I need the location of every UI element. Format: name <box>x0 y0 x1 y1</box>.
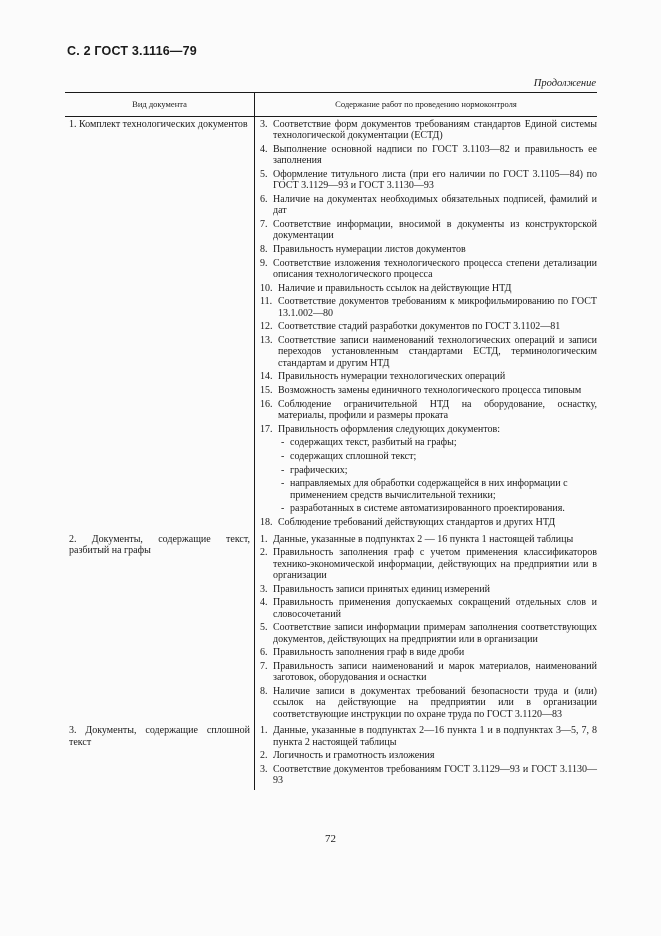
requirement-item <box>260 119 597 142</box>
item-number: 9. <box>260 257 268 269</box>
item-text: Соответствие документов требованиям ГОСТ 3.1129—93 и ГОСТ 3.1130—93 <box>273 763 597 787</box>
requirement-item <box>260 597 597 620</box>
item-text: Логичность и грамотность изложения <box>273 750 435 762</box>
requirement-item <box>260 584 597 595</box>
requirement-item <box>260 371 597 382</box>
requirement-item <box>260 725 597 748</box>
requirement-subitem <box>260 451 597 462</box>
item-text: Данные, указанные в подпунктах 2 — 16 пункта 1 настоящей таблицы <box>273 533 574 545</box>
table-row <box>65 723 597 790</box>
item-text: Соответствие документов требованиям к микрофильмированию по ГОСТ 13.1.002—80 <box>278 296 597 319</box>
requirement-item <box>260 399 597 422</box>
table-header-row <box>65 93 597 117</box>
requirement-subitem <box>260 478 597 501</box>
item-text: Правильность оформления следующих документов: <box>278 423 501 435</box>
item-number: 3. <box>260 763 268 775</box>
requirement-item <box>260 764 597 787</box>
item-number: 3. <box>260 119 268 130</box>
requirement-item <box>260 385 597 396</box>
item-number: 13. <box>260 334 273 346</box>
requirement-item <box>260 258 597 281</box>
requirement-item <box>260 283 597 294</box>
item-text: Данные, указанные в подпунктах 2—16 пункта 1 и в подпунктах 3—5, 7, 8 пункта 2 настоящей таблицы <box>273 725 597 748</box>
item-text: Правильность заполнения граф в виде дроби <box>273 647 465 659</box>
item-text: Соответствие стадий разработки документов по ГОСТ 3.1102—81 <box>278 321 561 333</box>
item-number: 4. <box>260 597 268 609</box>
requirement-item <box>260 547 597 581</box>
requirement-item <box>260 335 597 369</box>
item-text: разработанных в системе автоматизированного проектирования. <box>290 503 565 515</box>
table-row <box>65 117 597 532</box>
item-number: 17. <box>260 423 273 435</box>
item-text: Оформление титульного листа (при его наличии по ГОСТ 3.1105—84) по ГОСТ 3.1129—93 и ГОСТ 3.1130—93 <box>273 168 597 192</box>
item-number: 12. <box>260 321 273 333</box>
document-header: С. 2 ГОСТ 3.1116—79 <box>67 44 197 58</box>
item-text: Возможность замены единичного технологического процесса типовым <box>278 384 582 396</box>
item-text: Наличие на документах необходимых обязательных подписей, фамилий и дат <box>273 193 597 217</box>
item-text: Соответствие записи наименований технологических операций и записи переходов установленным стандартами ЕСТД, терминологическим стандартам и другим НТД <box>278 334 597 369</box>
item-number: 16. <box>260 398 273 410</box>
column-header-work-content: Содержание работ по проведению нормоконтроля <box>255 93 598 117</box>
requirement-item <box>260 534 597 545</box>
requirement-item <box>260 194 597 217</box>
item-text: Правильность записи наименований и марок материалов, наименований заготовок, оборудования и оснастки <box>273 661 597 684</box>
item-number: 4. <box>260 143 268 155</box>
item-text: Соответствие записи информации примерам заполнения соответствующих документов, действующих на предприятии или в организации <box>273 622 597 645</box>
requirement-item <box>260 686 597 720</box>
item-number: 2. <box>260 547 268 559</box>
item-text: Правильность применения допускаемых сокращений отдельных слов и словосочетаний <box>273 597 597 620</box>
table-body <box>65 117 597 790</box>
page-number: 72 <box>325 833 336 845</box>
requirement-item <box>260 321 597 332</box>
item-number: 10. <box>260 282 273 294</box>
item-number: 3. <box>260 583 268 595</box>
item-number: 5. <box>260 622 268 634</box>
item-number: 15. <box>260 384 273 396</box>
item-text: Правильность заполнения граф с учетом применения классификаторов технико-экономической информации, действующих на предприятии или в организации <box>273 547 597 581</box>
item-text: Правильность нумерации листов документов <box>273 243 466 255</box>
item-text: Соблюдение требований действующих стандартов и других НТД <box>278 517 556 529</box>
item-number: 7. <box>260 661 268 673</box>
item-number: 14. <box>260 371 273 383</box>
item-number: 18. <box>260 517 273 529</box>
requirement-subitem <box>260 437 597 448</box>
table-row <box>65 532 597 724</box>
item-number: 6. <box>260 647 268 659</box>
document-type-cell: 1. Комплект технологических документов <box>65 117 255 532</box>
requirement-item <box>260 144 597 167</box>
item-number: 11. <box>260 296 273 308</box>
subitem-dash: - <box>281 464 285 476</box>
item-number: 8. <box>260 243 268 255</box>
item-number: 2. <box>260 750 268 762</box>
item-number: 1. <box>260 533 268 545</box>
item-number: 6. <box>260 193 268 205</box>
item-number: 1. <box>260 725 268 737</box>
item-text: содержащих текст, разбитый на графы; <box>290 437 457 449</box>
item-text: Соответствие изложения технологического процесса степени детализации описания технологического процесса <box>273 257 597 280</box>
item-number: 7. <box>260 218 268 230</box>
requirement-item <box>260 622 597 645</box>
requirement-item <box>260 219 597 242</box>
requirement-item <box>260 661 597 684</box>
item-text: Соответствие информации, вносимой в документы из конструкторской документации <box>273 218 597 242</box>
document-type-cell: 2. Документы, содержащие текст, разбитый на графы <box>65 532 255 724</box>
item-text: Соблюдение ограничительной НТД на оборудование, оснастку, материалы, профили и размеры проката <box>278 398 597 421</box>
subitem-dash: - <box>281 503 285 515</box>
requirement-item <box>260 517 597 528</box>
item-text: Соответствие форм документов требованиям стандартов Единой системы технологической документации (ЕСТД) <box>273 119 597 142</box>
item-text: Наличие и правильность ссылок на действующие НТД <box>278 282 512 294</box>
requirement-subitem <box>260 465 597 476</box>
item-text: Правильность нумерации технологических операций <box>278 371 506 383</box>
item-number: 8. <box>260 686 268 697</box>
subitem-dash: - <box>281 450 285 462</box>
item-text: Правильность записи принятых единиц измерений <box>273 583 490 595</box>
requirement-item <box>260 296 597 319</box>
requirement-item <box>260 424 597 435</box>
requirement-item <box>260 750 597 761</box>
item-text: Выполнение основной надписи по ГОСТ 3.1103—82 и правильность ее заполнения <box>273 143 597 167</box>
document-type-cell: 3. Документы, содержащие сплошной текст <box>65 723 255 790</box>
item-text: содержащих сплошной текст; <box>290 450 417 462</box>
requirements-cell <box>255 117 598 532</box>
requirement-subitem <box>260 503 597 514</box>
requirement-item <box>260 169 597 192</box>
requirements-cell <box>255 532 598 724</box>
normcontrol-table <box>65 92 597 790</box>
requirement-item <box>260 647 597 658</box>
subitem-dash: - <box>281 437 285 449</box>
item-text: Наличие записи в документах требований безопасности труда и (или) ссылок на действующие на предприятии или в организации соответствующие инструкции по охране труда по ГОСТ 3.1120—83 <box>273 686 597 720</box>
continuation-label: Продолжение <box>533 78 596 89</box>
item-number: 5. <box>260 168 268 180</box>
column-header-document-type: Вид документа <box>65 93 255 117</box>
requirements-cell <box>255 723 598 790</box>
item-text: графических; <box>290 464 348 476</box>
subitem-dash: - <box>281 478 285 490</box>
item-text: направляемых для обработки содержащейся в них информации с применением средств вычислительной техники; <box>290 478 568 501</box>
requirement-item <box>260 244 597 255</box>
